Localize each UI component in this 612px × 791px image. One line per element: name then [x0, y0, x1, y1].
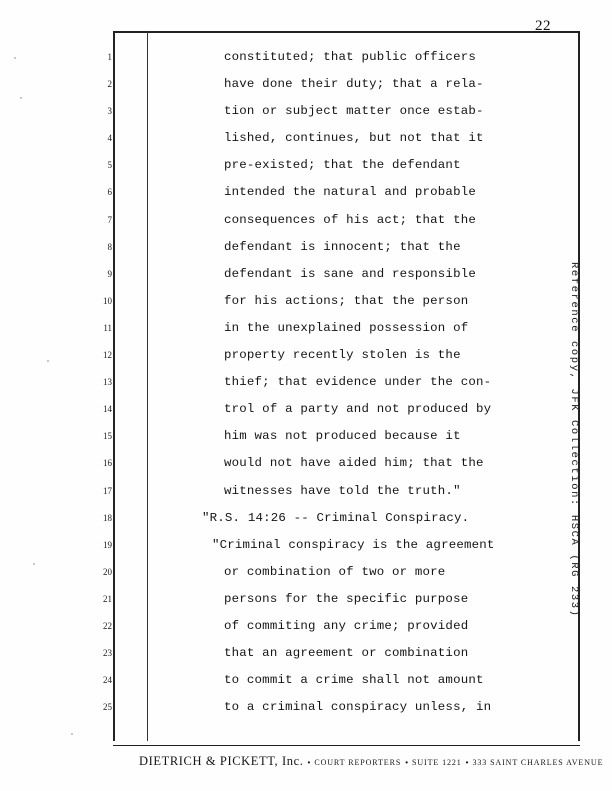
footer-separator: • — [405, 758, 408, 767]
transcript-line: to a criminal conspiracy unless, in — [224, 700, 492, 715]
transcript-line: for his actions; that the person — [224, 293, 469, 308]
transcript-line: that an agreement or combination — [224, 646, 469, 661]
footer-divider — [113, 745, 580, 746]
line-number: 12 — [103, 350, 112, 361]
line-number: 2 — [107, 79, 112, 90]
line-number: 18 — [103, 512, 112, 523]
scan-speckle — [47, 360, 49, 362]
archival-stamp — [566, 262, 582, 618]
footer-meta-address: 333 SAINT CHARLES AVENUE — [472, 758, 604, 767]
footer-separator: • — [465, 758, 469, 767]
line-number: 13 — [103, 377, 112, 388]
transcript-line: pre-existed; that the defendant — [224, 158, 461, 173]
footer-meta-suite: SUITE 1221 — [412, 758, 462, 767]
transcript-margin-rule — [147, 31, 148, 741]
line-number: 9 — [107, 268, 112, 279]
line-number: 17 — [103, 485, 112, 496]
transcript-line: "R.S. 14:26 -- Criminal Conspiracy. — [202, 510, 470, 525]
scan-speckle — [20, 97, 22, 99]
scan-speckle — [71, 733, 73, 735]
line-number-column — [90, 44, 112, 721]
line-number: 5 — [107, 160, 112, 171]
transcript-line: constituted; that public officers — [224, 50, 476, 64]
transcript-line: of commiting any crime; provided — [224, 618, 469, 633]
scan-speckle — [33, 563, 35, 565]
line-number: 3 — [107, 106, 112, 117]
scan-speckle — [14, 57, 16, 59]
line-number: 19 — [103, 539, 112, 550]
transcript-line: property recently stolen is the — [224, 348, 461, 363]
line-number: 7 — [107, 214, 112, 225]
line-number: 11 — [103, 322, 112, 333]
transcript-line: "Criminal conspiracy is the agreement — [212, 537, 495, 552]
archival-stamp-text: Reference copy, JFK Collection: HSCA (RG 233) — [568, 262, 580, 618]
line-number: 15 — [103, 431, 112, 442]
transcript-line: tion or subject matter once estab- — [224, 104, 484, 119]
reporter-firm-name: DIETRICH & PICKETT, — [139, 754, 279, 768]
transcript-line: consequences of his act; that the — [224, 212, 476, 227]
transcript-line: in the unexplained possession of — [224, 320, 469, 335]
footer-separator: • — [307, 758, 311, 767]
transcript-line: or combination of two or more — [224, 564, 446, 579]
line-number: 8 — [107, 241, 112, 252]
transcript-line: trol of a party and not produced by — [224, 402, 492, 417]
transcript-line: lished, continues, but not that it — [224, 131, 484, 146]
transcript-line: persons for the specific purpose — [224, 591, 469, 606]
line-number: 24 — [103, 675, 112, 686]
footer-meta-court-reporters: COURT REPORTERS — [314, 758, 402, 767]
line-number: 14 — [103, 404, 112, 415]
line-number: 21 — [103, 593, 112, 604]
line-number: 4 — [107, 133, 112, 144]
transcript-text — [202, 44, 564, 721]
transcript-line: to commit a crime shall not amount — [224, 673, 484, 688]
transcript-line: intended the natural and probable — [224, 185, 476, 200]
transcript-line: would not have aided him; that the — [224, 456, 484, 471]
reporter-firm-suffix: Inc. — [282, 754, 304, 768]
line-number: 22 — [103, 620, 112, 631]
transcript-line: have done their duty; that a rela- — [224, 77, 484, 92]
line-number: 1 — [107, 52, 112, 62]
line-number: 6 — [107, 187, 112, 198]
page-number: 22 — [535, 18, 551, 34]
line-number: 25 — [103, 702, 112, 713]
line-number: 20 — [103, 566, 112, 577]
transcript-line: defendant is sane and responsible — [224, 266, 476, 281]
footer — [139, 752, 604, 770]
line-number: 23 — [103, 648, 112, 659]
line-number: 10 — [103, 295, 112, 306]
transcript-line: defendant is innocent; that the — [224, 239, 461, 254]
line-number: 16 — [103, 458, 112, 469]
transcript-line: thief; that evidence under the con- — [224, 375, 492, 390]
transcript-line: witnesses have told the truth." — [224, 483, 461, 498]
transcript-line: him was not produced because it — [224, 429, 461, 444]
